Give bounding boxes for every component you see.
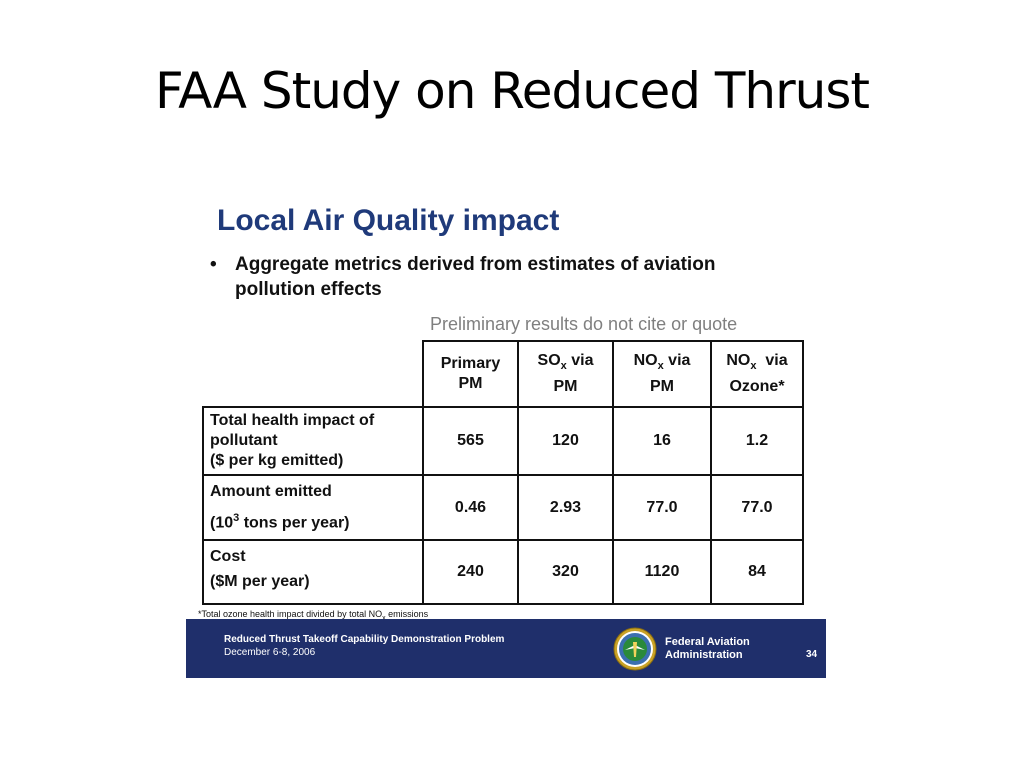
footer-date: December 6-8, 2006 [224, 647, 316, 658]
table-row [203, 540, 803, 604]
table-row [203, 475, 803, 540]
table-cell: 77.0 [711, 475, 803, 540]
table-corner-cell [203, 341, 423, 407]
table-cell: 1.2 [711, 407, 803, 475]
table-cell: 84 [711, 540, 803, 604]
bullet-text: Aggregate metrics derived from estimates of aviation pollution effects [235, 254, 716, 300]
col-header-nox-pm: $NO_x$ via PM [613, 341, 711, 407]
footer-page-number: 34 [806, 649, 818, 660]
table-cell: 1120 [613, 540, 711, 604]
slide-footer-banner [186, 619, 826, 678]
table-header-row [203, 341, 803, 407]
bullet-item [210, 252, 790, 302]
table-cell: 16 [613, 407, 711, 475]
table-cell: 77.0 [613, 475, 711, 540]
table-footnote: *Total ozone health impact divided by total NO emissions [198, 609, 429, 619]
table-row [203, 407, 803, 475]
preliminary-note: Preliminary results do not cite or quote [430, 314, 738, 334]
section-heading: Local Air Quality impact [217, 204, 560, 237]
col-header-nox-ozone: $NO_x$ via Ozone* [711, 341, 803, 407]
row-label-cost: Cost ($M per year) [203, 540, 423, 604]
footer-agency-name: Federal Aviation Administration [665, 636, 750, 661]
table-cell: 565 [423, 407, 518, 475]
table-cell: 320 [518, 540, 613, 604]
col-header-primary-pm: Primary PM [423, 341, 518, 407]
table-cell: 2.93 [518, 475, 613, 540]
table-cell: 0.46 [423, 475, 518, 540]
row-label-amount-emitted: Amount emitted ($10^3$ tons per year) [203, 475, 423, 540]
embedded-slide-image [186, 200, 826, 678]
slide-title: FAA Study on Reduced Thrust [155, 62, 869, 120]
row-label-health-impact: Total health impact of pollutant ($ per kg emitted) [203, 407, 423, 475]
col-header-sox-pm: $SO_x$ via PM [518, 341, 613, 407]
faa-seal-icon [613, 627, 657, 671]
table-cell: 240 [423, 540, 518, 604]
bullet-dot: • [210, 254, 217, 275]
table-cell: 120 [518, 407, 613, 475]
impact-table [202, 340, 804, 605]
footer-presentation-title: Reduced Thrust Takeoff Capability Demonstration Problem [224, 634, 505, 645]
